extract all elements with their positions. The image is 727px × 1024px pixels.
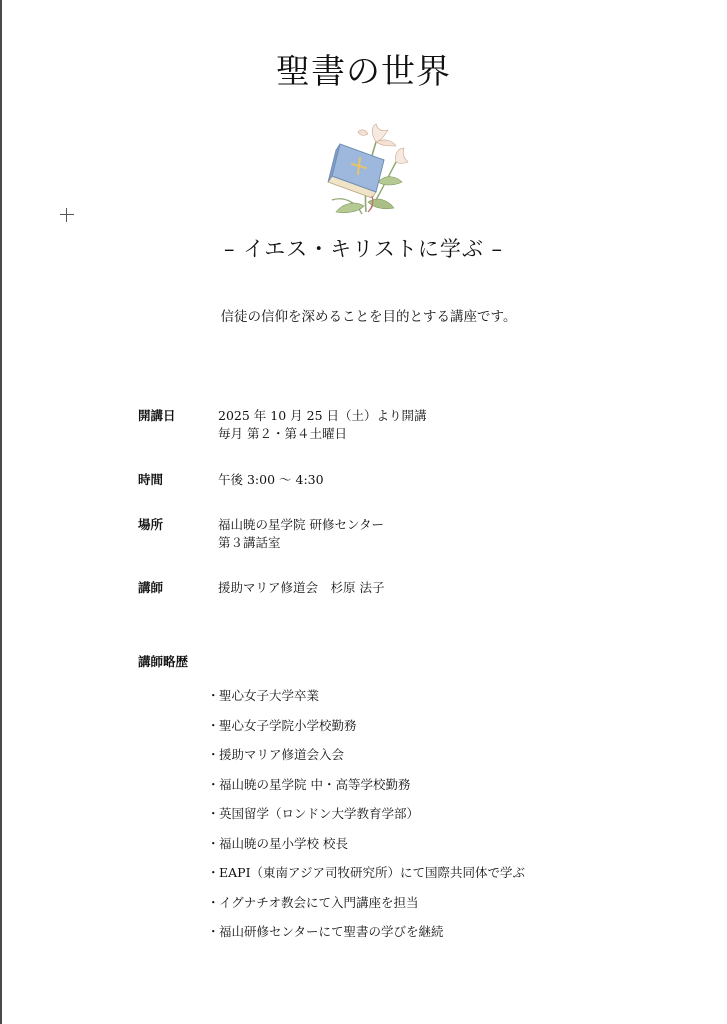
biography-heading: 講師略歴: [138, 654, 189, 669]
list-item: [207, 681, 687, 711]
bullet: ・: [207, 865, 220, 880]
list-item-text: 福山暁の星小学校 校長: [219, 835, 348, 851]
bullet: ・: [207, 924, 220, 939]
page-left-border: [0, 0, 2, 1024]
start-date-line1: 2025 年 10 月 25 日（土）より開講: [218, 408, 427, 423]
bullet: ・: [207, 776, 220, 792]
place-line1: 福山暁の星学院 研修センター: [218, 517, 384, 532]
bible-with-lily-icon: [318, 122, 410, 218]
bullet: ・: [207, 747, 220, 762]
start-date-label: 開講日: [138, 408, 176, 423]
place-label: 場所: [138, 517, 164, 532]
list-item: [207, 888, 687, 918]
bullet: ・: [207, 717, 220, 733]
list-item-text: 聖心女子学院小学校勤務: [219, 717, 357, 733]
lecturer-value: 援助マリア修道会 杉原 法子: [218, 580, 385, 595]
place-value: [218, 516, 384, 552]
list-item: [207, 770, 687, 800]
bullet: ・: [207, 894, 220, 910]
bullet: ・: [207, 835, 220, 851]
start-date-value: [218, 407, 427, 443]
biography-list: [207, 681, 687, 947]
bullet: ・: [207, 806, 220, 821]
info-row-time: [138, 471, 658, 491]
list-item: [207, 711, 687, 741]
list-item-text: イグナチオ教会にて入門講座を担当: [219, 894, 419, 910]
list-item: [207, 829, 687, 859]
start-date-line2: 毎月 第２・第４土曜日: [218, 426, 347, 441]
place-line2: 第３講話室: [218, 535, 281, 550]
list-item: [207, 799, 687, 829]
page-title: 聖書の世界: [276, 52, 451, 92]
list-item-text: 英国留学（ロンドン大学教育学部）: [219, 806, 420, 821]
intro-text: 信徒の信仰を深めることを目的とする講座です。: [220, 309, 517, 325]
list-item-text: EAPI（東南アジア司牧研究所）にて国際共同体で学ぶ: [219, 865, 526, 880]
info-row-place: [138, 516, 658, 556]
time-value: 午後 3:00 ～ 4:30: [218, 472, 324, 487]
list-item: [207, 740, 687, 770]
info-row-start-date: [138, 407, 658, 447]
page-subtitle: – イエス・キリストに学ぶ –: [223, 237, 504, 261]
list-item: [207, 858, 687, 888]
list-item-text: 福山研修センターにて聖書の学びを継続: [219, 924, 444, 939]
list-item-text: 聖心女子大学卒業: [219, 688, 320, 703]
bullet: ・: [207, 688, 220, 703]
info-row-lecturer: [138, 579, 658, 599]
crosshair-icon: [60, 208, 74, 222]
list-item-text: 福山暁の星学院 中・高等学校勤務: [219, 776, 411, 792]
time-label: 時間: [138, 472, 164, 487]
lecturer-label: 講師: [138, 580, 164, 595]
list-item: [207, 917, 687, 947]
list-item-text: 援助マリア修道会入会: [219, 747, 345, 762]
